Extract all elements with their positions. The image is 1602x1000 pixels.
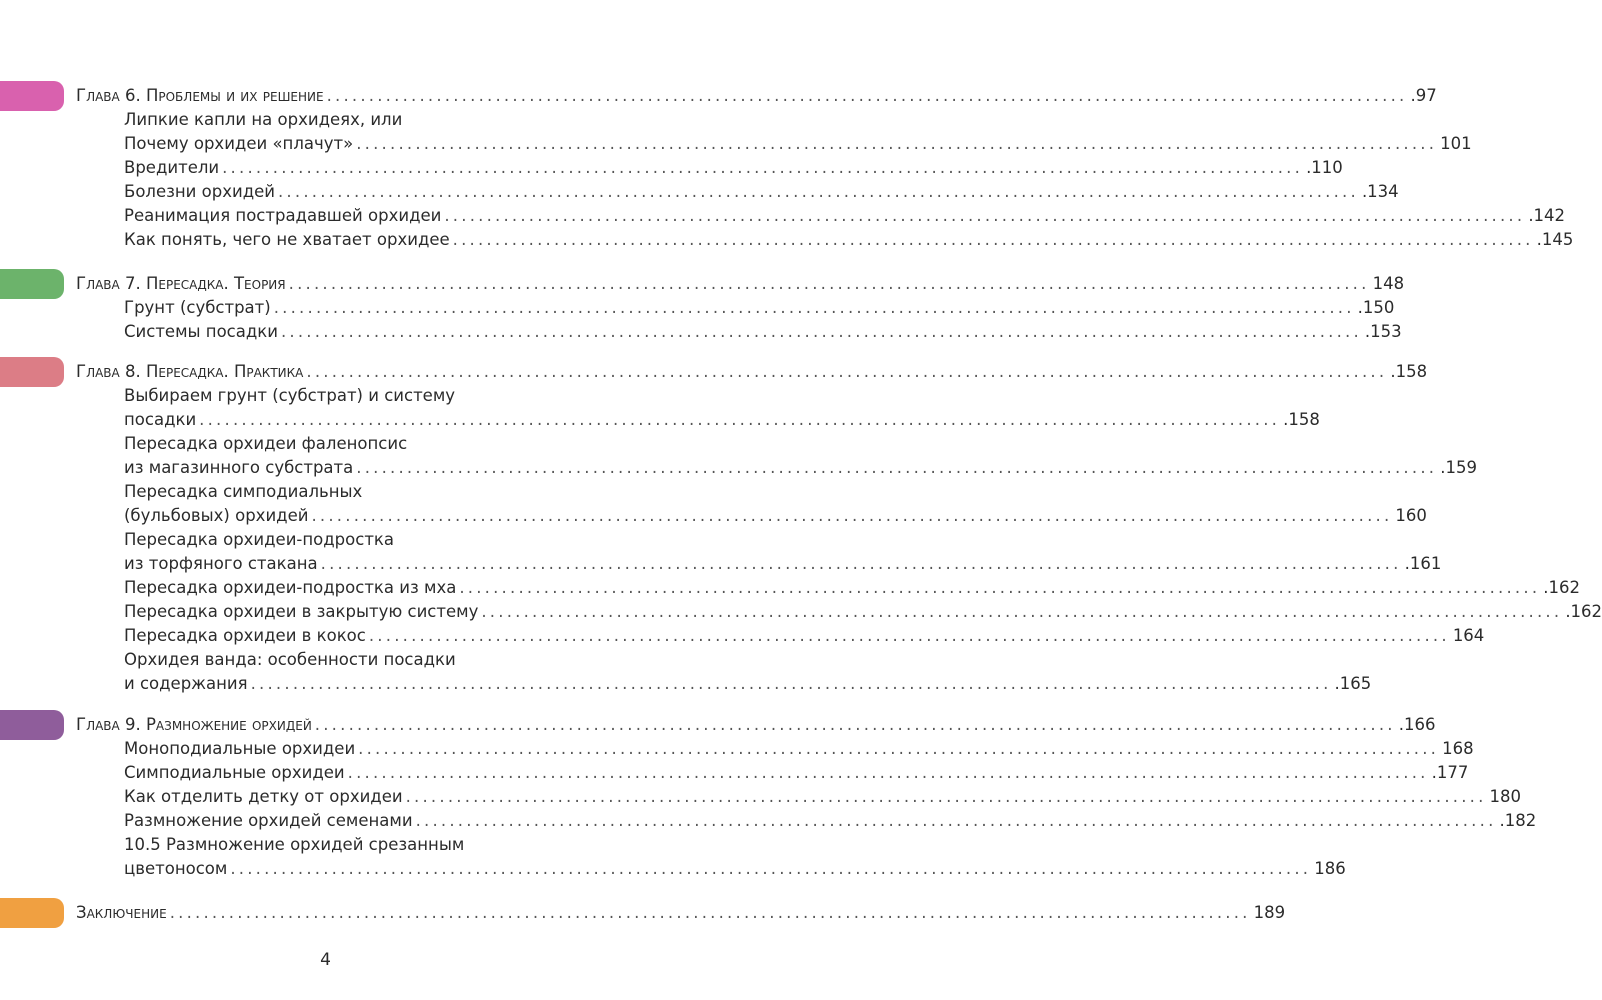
page-ref: .145: [1536, 230, 1574, 249]
dot-leader: ................................................................................................................................: [277, 182, 1359, 201]
dot-leader: ................................................................................................................................: [314, 715, 1396, 734]
entry-title: Пересадка орхидеи-подростка из мха: [124, 578, 457, 597]
chapter-entry[interactable]: [0, 360, 1428, 384]
toc-entry[interactable]: [0, 761, 1469, 785]
dot-leader: ................................................................................................................................: [356, 134, 1438, 153]
entry-title: Моноподиальные орхидеи: [124, 739, 356, 758]
entry-title: Как понять, чего не хватает орхидее: [124, 230, 450, 249]
page-number: 4: [320, 950, 331, 970]
entry-title-line[interactable]: Липкие капли на орхидеях, или: [124, 110, 403, 129]
dot-leader: ................................................................................................................................: [452, 230, 1534, 249]
page-ref: .153: [1364, 322, 1402, 341]
page-ref: 186: [1314, 859, 1346, 878]
dot-leader: ................................................................................................................................: [356, 458, 1438, 477]
entry-title: Размножение орхидей семенами: [124, 811, 413, 830]
entry-title: Почему орхидеи «плачут»: [124, 134, 354, 153]
toc-entry[interactable]: [0, 857, 1346, 881]
dot-leader: ................................................................................................................................: [459, 578, 1541, 597]
page-ref: .97: [1410, 86, 1437, 105]
toc-entry[interactable]: [0, 408, 1320, 432]
entry-title: (бульбовых) орхидей: [124, 506, 309, 525]
entry-title: Реанимация пострадавшей орхидеи: [124, 206, 442, 225]
toc-entry[interactable]: [0, 809, 1537, 833]
toc-entry[interactable]: [0, 156, 1343, 180]
page-ref: .159: [1440, 458, 1477, 477]
page-ref: .166: [1398, 715, 1436, 734]
page-ref: .134: [1361, 182, 1399, 201]
dot-leader: ................................................................................................................................: [250, 674, 1332, 693]
dot-leader: ................................................................................................................................: [306, 362, 1388, 381]
entry-title-line[interactable]: Пересадка симподиальных: [124, 482, 363, 501]
dot-leader: ................................................................................................................................: [405, 787, 1487, 806]
dot-leader: ................................................................................................................................: [311, 506, 1393, 525]
entry-title: Вредители: [124, 158, 220, 177]
page-ref: .165: [1334, 674, 1372, 693]
dot-leader: ................................................................................................................................: [358, 739, 1440, 758]
page-ref: 189: [1253, 903, 1286, 922]
dot-leader: ................................................................................................................................: [222, 158, 1304, 177]
chapter-title: Глава 9. Размножение орхидей: [76, 715, 312, 734]
dot-leader: ................................................................................................................................: [199, 410, 1281, 429]
entry-title: Пересадка орхидеи в закрытую систему: [124, 602, 479, 621]
toc-entry[interactable]: [0, 576, 1581, 600]
page-ref: 160: [1395, 506, 1427, 525]
entry-title: Симподиальные орхидеи: [124, 763, 345, 782]
entry-title-line[interactable]: Орхидея ванда: особенности посадки: [124, 650, 456, 669]
toc-entry[interactable]: [0, 180, 1399, 204]
dot-leader: ................................................................................................................................: [230, 859, 1312, 878]
page-ref: .150: [1357, 298, 1395, 317]
dot-leader: ................................................................................................................................: [326, 86, 1408, 105]
chapter-entry[interactable]: [0, 901, 1286, 925]
page-ref: .110: [1306, 158, 1343, 177]
dot-leader: ................................................................................................................................: [280, 322, 1362, 341]
page-ref: .177: [1431, 763, 1469, 782]
toc-entry[interactable]: [0, 204, 1566, 228]
page-ref: .142: [1528, 206, 1566, 225]
toc-entry[interactable]: [0, 456, 1477, 480]
page-ref: .182: [1499, 811, 1537, 830]
entry-title-line[interactable]: Выбираем грунт (субстрат) и систему: [124, 386, 456, 405]
dot-leader: ................................................................................................................................: [320, 554, 1402, 573]
toc-entry[interactable]: [0, 296, 1395, 320]
page-ref: 168: [1442, 739, 1474, 758]
toc-entry[interactable]: [0, 624, 1485, 648]
entry-title-line[interactable]: Пересадка орхидеи-подростка: [124, 530, 395, 549]
page-ref: 164: [1452, 626, 1485, 645]
dot-leader: ................................................................................................................................: [347, 763, 1429, 782]
dot-leader: ................................................................................................................................: [273, 298, 1355, 317]
page-ref: .162: [1565, 602, 1602, 621]
entry-title: Системы посадки: [124, 322, 278, 341]
entry-title-line[interactable]: 10.5 Размножение орхидей срезанным: [124, 835, 465, 854]
page-ref: .158: [1390, 362, 1428, 381]
toc-entry[interactable]: [0, 785, 1522, 809]
dot-leader: ................................................................................................................................: [169, 903, 1251, 922]
entry-title: Как отделить детку от орхидеи: [124, 787, 403, 806]
toc-entry[interactable]: [0, 228, 1574, 252]
toc-entry[interactable]: [0, 552, 1442, 576]
chapter-title: Глава 7. Пересадка. Теория: [76, 274, 286, 293]
entry-title: из торфяного стакана: [124, 554, 318, 573]
chapter-title: Глава 8. Пересадка. Практика: [76, 362, 304, 381]
dot-leader: ................................................................................................................................: [415, 811, 1497, 830]
page-ref: 148: [1372, 274, 1405, 293]
toc-entry[interactable]: [0, 504, 1427, 528]
dot-leader: ................................................................................................................................: [481, 602, 1563, 621]
page-ref: .161: [1404, 554, 1442, 573]
chapter-title: Заключение: [76, 903, 167, 922]
toc-entry[interactable]: [0, 672, 1372, 696]
entry-title: посадки: [124, 410, 197, 429]
dot-leader: ................................................................................................................................: [444, 206, 1526, 225]
entry-title: цветоносом: [124, 859, 228, 878]
page-ref: .162: [1543, 578, 1581, 597]
chapter-entry[interactable]: [0, 272, 1405, 296]
entry-title: Болезни орхидей: [124, 182, 275, 201]
entry-title: и содержания: [124, 674, 248, 693]
page-ref: .158: [1283, 410, 1320, 429]
chapter-entry[interactable]: [0, 713, 1436, 737]
page-ref: 101: [1440, 134, 1472, 153]
entry-title: из магазинного субстрата: [124, 458, 354, 477]
dot-leader: ................................................................................................................................: [368, 626, 1450, 645]
toc-entry[interactable]: [0, 132, 1472, 156]
chapter-entry[interactable]: [0, 84, 1437, 108]
toc-entry[interactable]: [0, 737, 1474, 761]
entry-title-line[interactable]: Пересадка орхидеи фаленопсис: [124, 434, 408, 453]
toc-entry[interactable]: [0, 320, 1402, 344]
page-ref: 180: [1489, 787, 1522, 806]
toc-entry[interactable]: [0, 600, 1602, 624]
chapter-title: Глава 6. Проблемы и их решение: [76, 86, 324, 105]
entry-title: Грунт (субстрат): [124, 298, 271, 317]
entry-title: Пересадка орхидеи в кокос: [124, 626, 366, 645]
dot-leader: ................................................................................................................................: [288, 274, 1370, 293]
